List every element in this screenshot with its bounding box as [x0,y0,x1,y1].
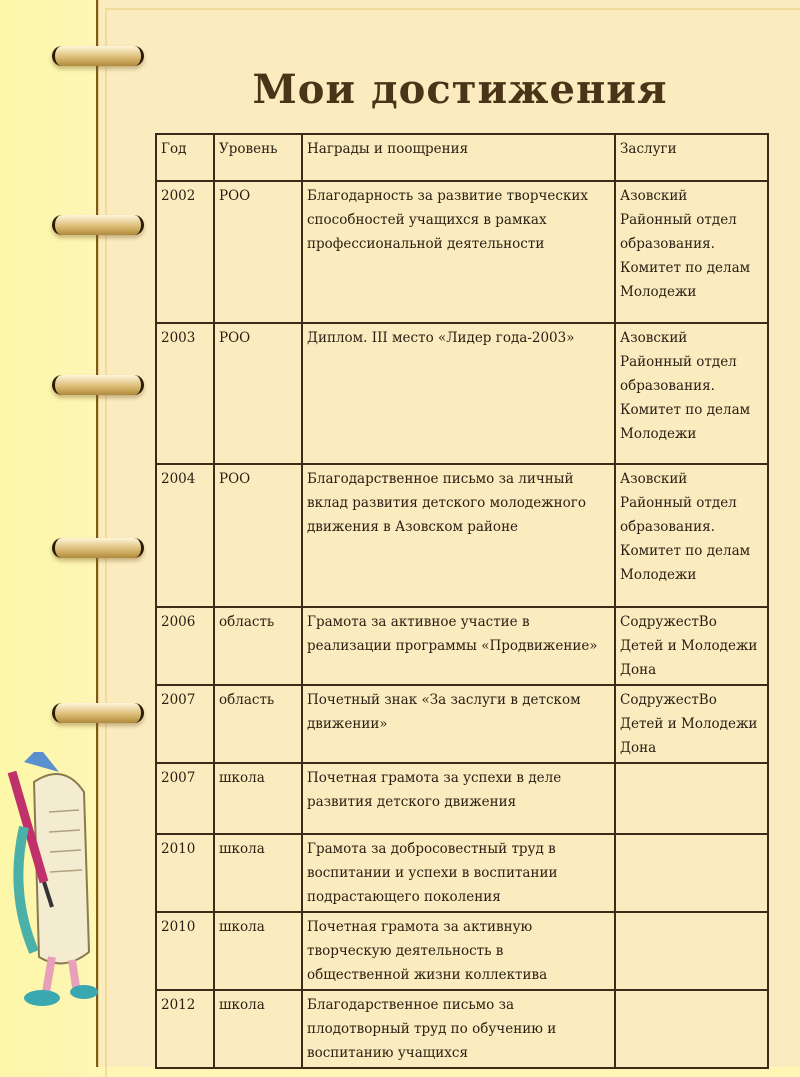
cell-merit: Азовский Районный отдел образования. Комитет по делам Молодежи [615,464,768,607]
cell-merit: Азовский Районный отдел образования. Комитет по делам Молодежи [615,323,768,464]
cell-year: 2007 [156,763,214,834]
binder-ring-icon [52,538,144,558]
cell-year: 2010 [156,912,214,990]
cell-award: Почетная грамота за активную творческую деятельность в общественной жизни коллектива [302,912,615,990]
cell-award: Грамота за активное участие в реализации программы «Продвижение» [302,607,615,685]
cell-award: Благодарственное письмо за личный вклад развития детского молодежного движения в Азовском районе [302,464,615,607]
table-row [156,323,768,464]
binder-ring-icon [52,46,144,66]
cell-award: Почетная грамота за успехи в деле развития детского движения [302,763,615,834]
cell-year: 2004 [156,464,214,607]
cell-award: Благодарственное письмо за плодотворный труд по обучению и воспитанию учащихся [302,990,615,1068]
cell-level: область [214,607,302,685]
cell-merit [615,990,768,1068]
binder-ring-icon [52,703,144,723]
cell-award: Благодарность за развитие творческих способностей учащихся в рамках профессиональной деятельности [302,181,615,323]
table-row [156,990,768,1068]
header-level: Уровень [214,134,302,181]
table-header-row [156,134,768,181]
table-row [156,464,768,607]
cell-level: РОО [214,464,302,607]
cell-level: школа [214,763,302,834]
binder-ring-icon [52,375,144,395]
cell-level: РОО [214,323,302,464]
cell-merit [615,763,768,834]
cell-award: Почетный знак «За заслуги в детском движении» [302,685,615,763]
cartoon-scroll-character-icon [4,752,104,1022]
cell-merit: СодружестВо Детей и Молодежи Дона [615,607,768,685]
cell-year: 2006 [156,607,214,685]
cell-award: Диплом. III место «Лидер года-2003» [302,323,615,464]
cell-level: школа [214,912,302,990]
table-row [156,181,768,323]
table-row [156,912,768,990]
cell-level: школа [214,834,302,912]
table-row [156,834,768,912]
cell-year: 2002 [156,181,214,323]
cell-level: школа [214,990,302,1068]
cell-year: 2007 [156,685,214,763]
header-merits: Заслуги [615,134,768,181]
table-row [156,607,768,685]
cell-year: 2012 [156,990,214,1068]
table-row [156,763,768,834]
table-row [156,685,768,763]
cell-level: область [214,685,302,763]
cell-merit [615,912,768,990]
binder-ring-icon [52,215,144,235]
cell-year: 2003 [156,323,214,464]
cell-merit: СодружестВо Детей и Молодежи Дона [615,685,768,763]
header-awards: Награды и поощрения [302,134,615,181]
header-year: Год [156,134,214,181]
cell-merit: Азовский Районный отдел образования. Комитет по делам Молодежи [615,181,768,323]
cell-year: 2010 [156,834,214,912]
page-title: Мои достижения [252,66,668,113]
cell-level: РОО [214,181,302,323]
cell-merit [615,834,768,912]
achievements-table [155,133,769,1069]
cell-award: Грамота за добросовестный труд в воспитании и успехи в воспитании подрастающего поколения [302,834,615,912]
